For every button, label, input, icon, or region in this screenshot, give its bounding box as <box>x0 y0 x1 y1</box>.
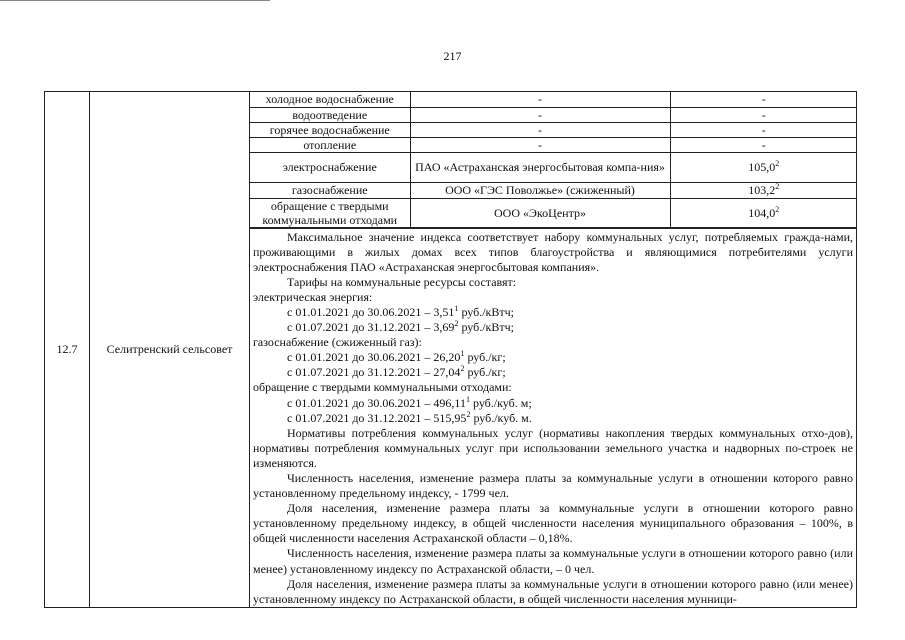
services-table <box>250 92 857 228</box>
service-index: 104,0$^2$ <box>670 198 857 227</box>
waste-heading: обращение с твердыми коммунальными отходами: <box>253 380 512 395</box>
municipality-name: Селитренский сельсовет <box>90 92 250 608</box>
service-index: - <box>670 122 857 137</box>
service-name: отопление <box>250 137 410 152</box>
service-provider: - <box>410 122 670 137</box>
tariff-table <box>44 91 857 608</box>
paragraph-norms: Нормативы потребления коммунальных услуг (нормативы накопления твердых коммунальных отхо-дов), нормативы потребления коммунальных услуг при использовании земельного участка и надворных по-строек не изменяются. <box>253 425 853 470</box>
gas-heading: газоснабжение (сжиженный газ): <box>253 335 422 350</box>
paragraph-share-2: Доля населения, изменение размера платы за коммунальные услуги в отношении которого равно (или менее) установленному индексу по Астраханской области, в общей численности населения мунници- <box>253 576 853 606</box>
tariffs-heading: Тарифы на коммунальные ресурсы составят: <box>287 274 517 289</box>
service-index: - <box>670 107 857 122</box>
paragraph-share-1: Доля населения, изменение размера платы за коммунальные услуги в отношении которого равно установленному предельному индексу, в общей численности населения муниципального образования – 100%, в общей численности населения Астраханской области – 0,18%. <box>253 501 853 546</box>
service-row <box>250 122 857 137</box>
service-index: 105,0$^2$ <box>670 152 857 182</box>
paragraph-population-1: Численность населения, изменение размера платы за коммунальные услуги в отношении которого равно установленному предельному индексу, - 1799 чел. <box>253 471 853 501</box>
service-index: - <box>670 137 857 152</box>
service-row <box>250 107 857 122</box>
service-provider: ООО «ГЭС Поволжье» (сжиженный) <box>410 182 670 198</box>
service-row <box>250 152 857 182</box>
service-provider: ООО «ЭкоЦентр» <box>410 198 670 227</box>
row-number: 12.7 <box>45 92 90 608</box>
service-name: электроснабжение <box>250 152 410 182</box>
paragraph-max-index: Максимальное значение индекса соответствует набору коммунальных услуг, потребляемых гражда-нами, проживающими в жилых домах всех типов благоустройства и являющимися потребителями услуги электроснабжения ПАО «Астраханская энергосбытовая компания». <box>253 229 853 274</box>
description-cell <box>250 228 857 607</box>
service-row <box>250 198 857 227</box>
service-name: газоснабжение <box>250 182 410 198</box>
electricity-tariff-2: с 01.07.2021 до 31.12.2021 – 3,69$^2$ руб./кВтч; <box>287 319 515 335</box>
services-cell <box>250 92 857 229</box>
waste-tariff-2: с 01.07.2021 до 31.12.2021 – 515,95$^2$ руб./куб. м. <box>287 409 532 425</box>
electricity-tariff-1: с 01.01.2021 до 30.06.2021 – 3,51$^1$ руб./кВтч; <box>287 303 515 319</box>
table-row <box>45 92 857 229</box>
service-provider: - <box>410 92 670 107</box>
service-row <box>250 182 857 198</box>
service-name: обращение с твердыми коммунальными отходами <box>250 198 410 227</box>
electricity-heading: электрическая энергия: <box>253 289 373 304</box>
service-name: горячее водоснабжение <box>250 122 410 137</box>
service-provider: ПАО «Астраханская энергосбытовая компа-ния» <box>410 152 670 182</box>
page-number: 217 <box>443 49 462 63</box>
service-provider: - <box>410 107 670 122</box>
service-index: 103,2$^2$ <box>670 182 857 198</box>
service-row <box>250 137 857 152</box>
service-row <box>250 92 857 107</box>
top-rule <box>0 0 270 3</box>
service-name: холодное водоснабжение <box>250 92 410 107</box>
paragraph-population-2: Численность населения, изменение размера платы за коммунальные услуги в отношении которого равно (или менее) установленному индексу по Астраханской области, – 0 чел. <box>253 546 853 576</box>
gas-tariff-2: с 01.07.2021 до 31.12.2021 – 27,04$^2$ руб./кг; <box>287 364 506 380</box>
service-name: водоотведение <box>250 107 410 122</box>
waste-tariff-1: с 01.01.2021 до 30.06.2021 – 496,11$^1$ руб./куб. м; <box>287 394 532 410</box>
gas-tariff-1: с 01.01.2021 до 30.06.2021 – 26,20$^1$ руб./кг; <box>287 349 506 365</box>
service-index: - <box>670 92 857 107</box>
service-provider: - <box>410 137 670 152</box>
